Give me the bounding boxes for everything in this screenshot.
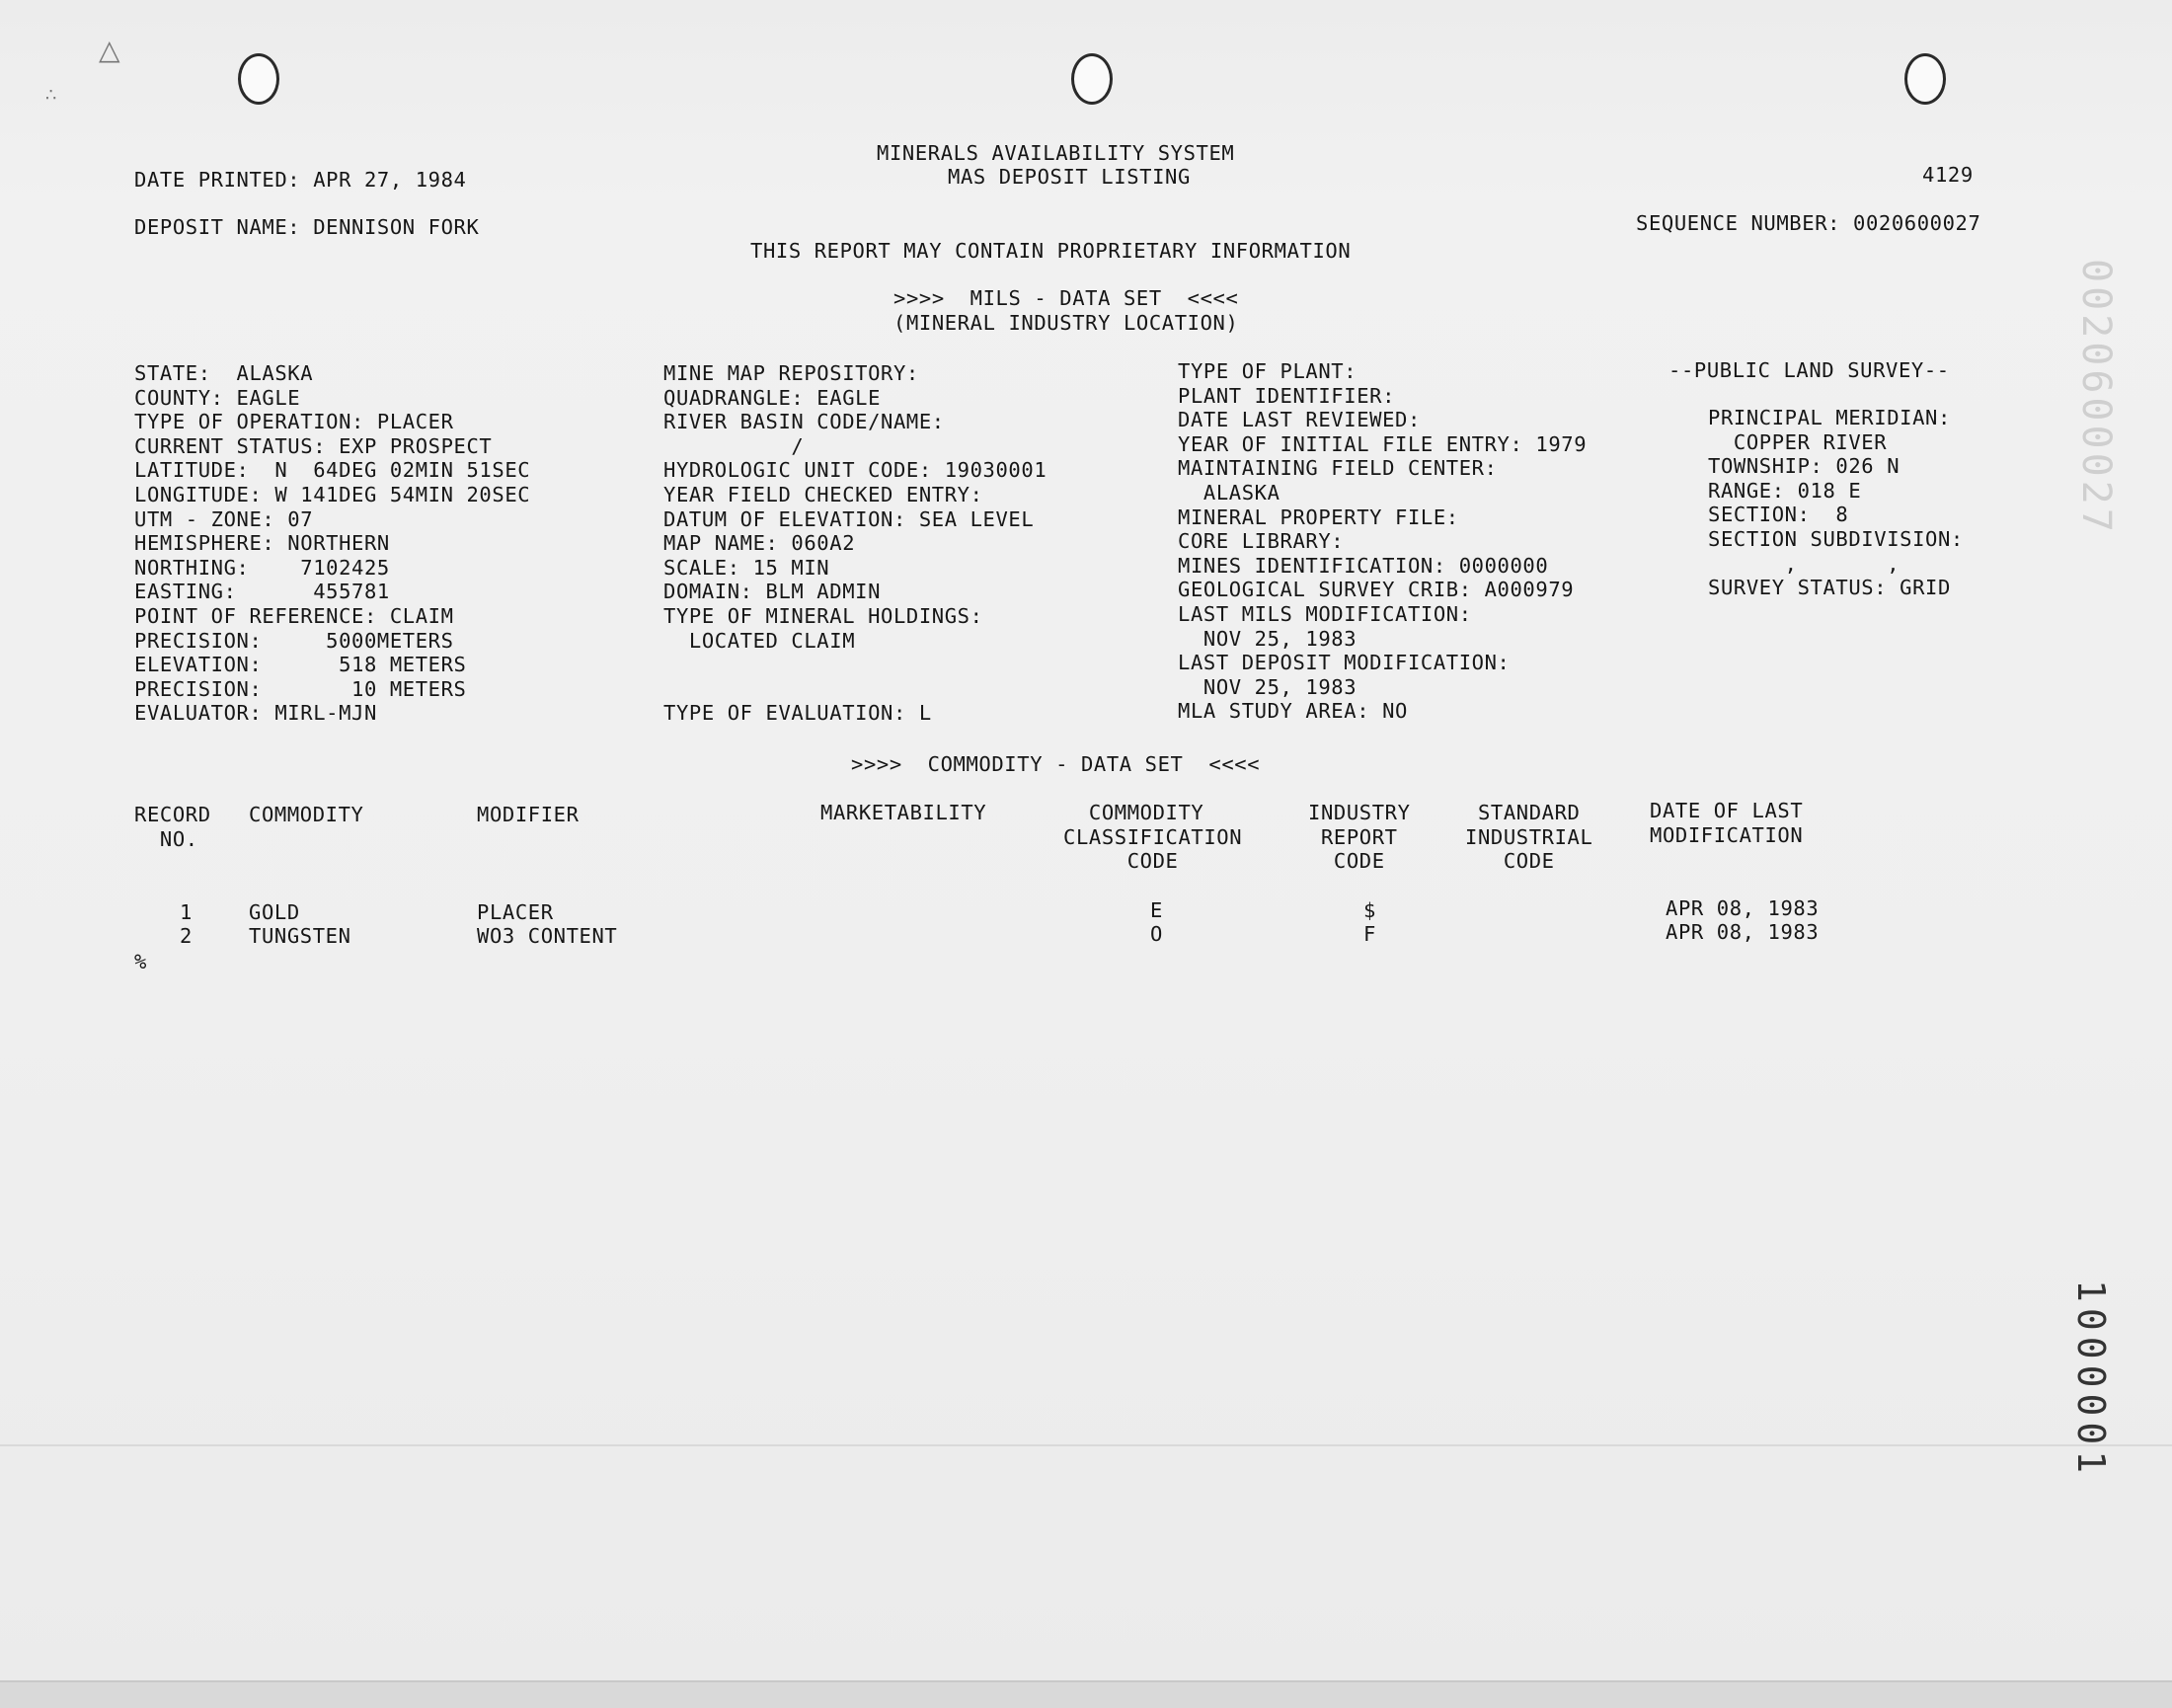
public-land-survey-title: --PUBLIC LAND SURVEY-- <box>1668 358 1950 382</box>
header-line: MODIFICATION <box>1650 822 1804 847</box>
header-line: CODE <box>1308 849 1385 874</box>
field-maintaining-center-value: ALASKA <box>1178 480 1280 505</box>
field-principal-meridian-value: COPPER RIVER <box>1708 429 1888 454</box>
field-elevation: ELEVATION: 518 METERS <box>134 653 467 677</box>
listing-title: MAS DEPOSIT LISTING <box>948 165 1191 189</box>
header-modifier <box>477 803 580 827</box>
side-stamp-lower: 1000001 <box>2069 1280 2113 1480</box>
field-utm-zone: UTM - ZONE: 07 <box>134 506 314 531</box>
industry-report-code: F <box>1363 922 1376 946</box>
field-hemisphere: HEMISPHERE: NORTHERN <box>134 531 390 556</box>
header-line: MARKETABILITY <box>820 801 987 824</box>
commodity-name: TUNGSTEN <box>249 924 351 948</box>
field-mineral-holdings: TYPE OF MINERAL HOLDINGS: <box>663 603 983 628</box>
punch-hole-right <box>1904 53 1946 105</box>
blank-line <box>663 677 1047 702</box>
field-scale: SCALE: 15 MIN <box>663 555 830 580</box>
blank-line <box>663 653 1047 677</box>
commodity-modifier: PLACER <box>477 900 554 924</box>
field-map-name: MAP NAME: 060A2 <box>663 531 856 556</box>
field-range: RANGE: 018 E <box>1708 478 1862 503</box>
record-number: 2 <box>180 924 193 948</box>
field-evaluator: EVALUATOR: MIRL-MJN <box>134 701 377 726</box>
field-hydrologic-unit: HYDROLOGIC UNIT CODE: 19030001 <box>663 458 1047 483</box>
field-core-library: CORE LIBRARY: <box>1178 529 1345 554</box>
field-section-subdivision: SECTION SUBDIVISION: <box>1708 526 1964 551</box>
commodity-modifier: WO3 CONTENT <box>477 924 618 948</box>
sequence-number: SEQUENCE NUMBER: 0020600027 <box>1636 211 1981 235</box>
field-principal-meridian: PRINCIPAL MERIDIAN: <box>1708 406 1951 429</box>
proprietary-notice: THIS REPORT MAY CONTAIN PROPRIETARY INFORMATION <box>750 239 1352 263</box>
field-mla-study-area: MLA STUDY AREA: NO <box>1178 699 1408 724</box>
header-line: DATE OF LAST <box>1650 799 1804 822</box>
header-standard-industrial <box>1465 801 1592 874</box>
record-number: 1 <box>180 900 193 924</box>
mils-column-map <box>663 361 1047 726</box>
last-modification-date: APR 08, 1983 <box>1666 896 1820 920</box>
field-quadrangle: QUADRANGLE: EAGLE <box>663 385 882 410</box>
field-last-mils-modification: LAST MILS MODIFICATION: <box>1178 601 1472 626</box>
mils-column-land-survey <box>1708 406 1964 600</box>
field-longitude: LONGITUDE: W 141DEG 54MIN 20SEC <box>134 482 531 506</box>
commodity-name: GOLD <box>249 900 300 924</box>
field-mineral-holdings-value: LOCATED CLAIM <box>663 628 856 653</box>
header-date-of-last-modification <box>1650 799 1803 847</box>
deposit-name: DEPOSIT NAME: DENNISON FORK <box>134 215 480 239</box>
field-survey-crib: GEOLOGICAL SURVEY CRIB: A000979 <box>1178 578 1575 602</box>
field-township: TOWNSHIP: 026 N <box>1708 454 1900 479</box>
field-mineral-property-file: MINERAL PROPERTY FILE: <box>1178 505 1459 529</box>
field-county: COUNTY: EAGLE <box>134 385 301 410</box>
header-line: COMMODITY <box>1063 801 1204 824</box>
header-line: REPORT <box>1308 824 1398 849</box>
punch-hole-left <box>238 53 279 105</box>
date-printed: DATE PRINTED: APR 27, 1984 <box>134 168 467 192</box>
header-line: NO. <box>134 826 198 851</box>
system-title: MINERALS AVAILABILITY SYSTEM <box>877 141 1235 165</box>
field-year-initial-entry: YEAR OF INITIAL FILE ENTRY: 1979 <box>1178 431 1588 456</box>
page-fold <box>0 1444 2172 1446</box>
field-last-mils-modification-value: NOV 25, 1983 <box>1178 626 1358 651</box>
scan-bottom-edge <box>0 1680 2172 1708</box>
field-mines-identification: MINES IDENTIFICATION: 0000000 <box>1178 553 1549 578</box>
page-number: 4129 <box>1922 163 1974 187</box>
header-marketability <box>820 801 986 825</box>
header-line: CODE <box>1465 849 1555 874</box>
field-mine-map-repository: MINE MAP REPOSITORY: <box>663 361 919 385</box>
field-section-subdivision-value: , , <box>1708 551 1900 576</box>
header-line: INDUSTRIAL <box>1465 824 1593 849</box>
header-line: CLASSIFICATION <box>1063 824 1243 849</box>
mils-column-plant <box>1178 359 1587 724</box>
field-last-deposit-modification-value: NOV 25, 1983 <box>1178 674 1358 699</box>
mils-column-location <box>134 361 530 726</box>
field-elevation-precision: PRECISION: 10 METERS <box>134 676 467 701</box>
header-line: MODIFIER <box>477 803 580 826</box>
field-year-field-checked: YEAR FIELD CHECKED ENTRY: <box>663 482 983 506</box>
header-line: RECORD <box>134 803 211 826</box>
field-last-deposit-modification: LAST DEPOSIT MODIFICATION: <box>1178 651 1511 675</box>
field-domain: DOMAIN: BLM ADMIN <box>663 580 882 604</box>
field-latitude: LATITUDE: N 64DEG 02MIN 51SEC <box>134 458 531 483</box>
field-river-basin: RIVER BASIN CODE/NAME: <box>663 410 945 434</box>
side-stamp-upper: 0020600027 <box>2073 259 2119 536</box>
commodity-heading: >>>> COMMODITY - DATA SET <<<< <box>851 752 1261 776</box>
classification-code: E <box>1150 898 1163 922</box>
field-precision: PRECISION: 5000METERS <box>134 628 454 653</box>
field-point-of-reference: POINT OF REFERENCE: CLAIM <box>134 603 454 628</box>
header-commodity <box>249 803 363 827</box>
field-type-of-evaluation: TYPE OF EVALUATION: L <box>663 701 932 726</box>
mils-heading: >>>> MILS - DATA SET <<<< <box>893 286 1239 310</box>
header-industry-report <box>1308 801 1411 874</box>
header-line: STANDARD <box>1465 801 1581 824</box>
field-easting: EASTING: 455781 <box>134 580 390 604</box>
field-current-status: CURRENT STATUS: EXP PROSPECT <box>134 433 493 458</box>
field-state: STATE: ALASKA <box>134 361 314 385</box>
classification-code: O <box>1150 922 1163 946</box>
stray-mark-icon: ∴ <box>45 85 57 106</box>
mils-subheading: (MINERAL INDUSTRY LOCATION) <box>893 311 1239 335</box>
header-record-no <box>134 803 211 851</box>
header-line: COMMODITY <box>249 803 364 826</box>
end-of-record-mark: % <box>134 950 147 973</box>
field-datum-of-elevation: DATUM OF ELEVATION: SEA LEVEL <box>663 506 1035 531</box>
industry-report-code: $ <box>1363 898 1376 922</box>
header-line: CODE <box>1063 849 1179 874</box>
last-modification-date: APR 08, 1983 <box>1666 920 1820 944</box>
stray-mark-icon: △ <box>99 34 120 66</box>
field-section: SECTION: 8 <box>1708 503 1849 527</box>
field-survey-status: SURVEY STATUS: GRID <box>1708 576 1951 600</box>
header-line: INDUSTRY <box>1308 801 1411 824</box>
field-northing: NORTHING: 7102425 <box>134 555 390 580</box>
field-operation-type: TYPE OF OPERATION: PLACER <box>134 410 454 434</box>
punch-hole-center <box>1071 53 1113 105</box>
header-commodity-classification <box>1063 801 1242 874</box>
field-plant-identifier: PLANT IDENTIFIER: <box>1178 383 1396 408</box>
field-river-basin-value: / <box>663 433 805 458</box>
field-type-of-plant: TYPE OF PLANT: <box>1178 359 1358 383</box>
field-maintaining-center: MAINTAINING FIELD CENTER: <box>1178 456 1498 481</box>
field-date-last-reviewed: DATE LAST REVIEWED: <box>1178 408 1421 432</box>
